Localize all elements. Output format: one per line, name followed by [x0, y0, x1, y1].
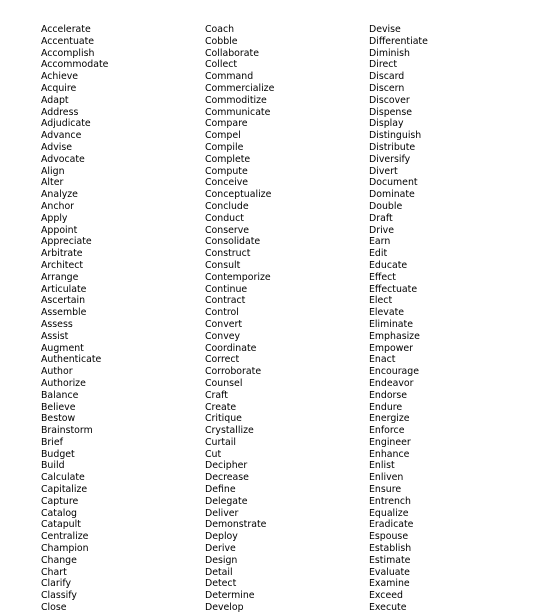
word-item: Continue	[205, 283, 248, 295]
word-item: Espouse	[369, 531, 409, 543]
word-item: Deploy	[205, 531, 238, 543]
word-item: Coach	[205, 24, 235, 35]
word-item: Champion	[41, 543, 89, 555]
word-item: Articulate	[41, 283, 87, 295]
word-item: Collaborate	[205, 47, 259, 59]
word-item: Delegate	[205, 495, 248, 507]
word-item: Engineer	[369, 436, 411, 448]
word-item: Cut	[205, 448, 222, 460]
word-item: Compare	[205, 118, 248, 130]
word-column-1	[41, 24, 108, 612]
word-item: Adapt	[41, 94, 69, 106]
word-item: Consolidate	[205, 236, 261, 248]
word-item: Ensure	[369, 484, 402, 496]
word-item: Distinguish	[369, 130, 422, 142]
word-item: Build	[41, 460, 65, 472]
word-item: Derive	[205, 543, 236, 555]
word-item: Augment	[41, 342, 84, 354]
word-item: Calculate	[41, 472, 85, 484]
word-item: Authenticate	[41, 354, 102, 366]
word-item: Accommodate	[41, 59, 109, 71]
word-item: Diversify	[369, 153, 411, 165]
word-item: Entrench	[369, 495, 411, 507]
word-item: Estimate	[369, 554, 411, 566]
word-item: Compel	[205, 130, 241, 142]
word-item: Commercialize	[205, 82, 275, 94]
word-item: Endure	[369, 401, 403, 413]
word-item: Craft	[205, 389, 228, 401]
word-item: Enlist	[369, 460, 395, 472]
word-item: Anchor	[41, 200, 75, 212]
word-item: Execute	[369, 602, 407, 612]
word-item: Advocate	[41, 153, 85, 165]
word-item: Conserve	[205, 224, 250, 236]
word-item: Author	[41, 366, 73, 378]
word-item: Direct	[369, 59, 398, 71]
word-item: Decrease	[205, 472, 249, 484]
word-item: Dominate	[369, 189, 415, 201]
word-item: Enforce	[369, 425, 405, 437]
word-item: Endorse	[369, 389, 408, 401]
word-item: Create	[205, 401, 237, 413]
word-item: Empower	[369, 342, 414, 354]
word-item: Authorize	[41, 377, 86, 389]
word-item: Capitalize	[41, 484, 88, 496]
word-item: Differentiate	[369, 35, 428, 47]
word-item: Display	[369, 118, 404, 130]
word-item: Arrange	[41, 271, 79, 283]
word-item: Devise	[369, 24, 401, 35]
word-item: Earn	[369, 236, 391, 248]
word-item: Encourage	[369, 366, 420, 378]
word-item: Architect	[41, 259, 84, 271]
word-item: Accelerate	[41, 24, 91, 35]
word-item: Accomplish	[41, 47, 95, 59]
word-column-3	[369, 24, 428, 612]
word-item: Elevate	[369, 307, 405, 319]
word-item: Apply	[41, 212, 68, 224]
word-item: Critique	[205, 413, 242, 425]
word-item: Change	[41, 554, 77, 566]
word-item: Command	[205, 71, 254, 83]
word-item: Examine	[369, 578, 410, 590]
word-item: Conclude	[205, 200, 249, 212]
word-item: Achieve	[41, 71, 79, 83]
word-item: Convey	[205, 330, 241, 342]
word-item: Contract	[205, 295, 246, 307]
word-item: Chart	[41, 566, 67, 578]
word-item: Dispense	[369, 106, 413, 118]
word-item: Control	[205, 307, 239, 319]
word-item: Catalog	[41, 507, 78, 519]
word-item: Advise	[41, 141, 73, 153]
word-item: Detect	[205, 578, 237, 590]
word-item: Assist	[41, 330, 69, 342]
word-item: Commoditize	[205, 94, 267, 106]
word-item: Diminish	[369, 47, 410, 59]
word-item: Discard	[369, 71, 405, 83]
word-item: Align	[41, 165, 65, 177]
word-item: Design	[205, 554, 238, 566]
word-item: Assemble	[41, 307, 87, 319]
word-item: Accentuate	[41, 35, 95, 47]
word-item: Effectuate	[369, 283, 418, 295]
word-item: Assess	[41, 318, 73, 330]
word-item: Believe	[41, 401, 76, 413]
word-item: Endeavor	[369, 377, 414, 389]
word-item: Coordinate	[205, 342, 257, 354]
word-item: Brief	[41, 436, 63, 448]
word-item: Conduct	[205, 212, 244, 224]
word-item: Clarify	[41, 578, 72, 590]
word-item: Compute	[205, 165, 248, 177]
word-item: Cobble	[205, 35, 238, 47]
word-item: Establish	[369, 543, 412, 555]
word-item: Conceive	[205, 177, 249, 189]
word-item: Alter	[41, 177, 64, 189]
word-item: Conceptualize	[205, 189, 272, 201]
word-item: Enliven	[369, 472, 404, 484]
word-item: Close	[41, 602, 67, 612]
word-item: Discern	[369, 82, 405, 94]
word-item: Balance	[41, 389, 79, 401]
word-item: Emphasize	[369, 330, 420, 342]
word-item: Communicate	[205, 106, 271, 118]
word-item: Appoint	[41, 224, 78, 236]
word-item: Enact	[369, 354, 396, 366]
word-item: Arbitrate	[41, 248, 83, 260]
word-item: Construct	[205, 248, 251, 260]
word-item: Catapult	[41, 519, 81, 531]
word-item: Counsel	[205, 377, 243, 389]
word-item: Corroborate	[205, 366, 262, 378]
word-item: Discover	[369, 94, 410, 106]
word-column-2	[205, 24, 274, 612]
word-item: Address	[41, 106, 79, 118]
word-item: Consult	[205, 259, 241, 271]
word-item: Drive	[369, 224, 394, 236]
word-item: Acquire	[41, 82, 77, 94]
word-item: Define	[205, 484, 236, 496]
word-item: Evaluate	[369, 566, 410, 578]
word-item: Determine	[205, 590, 255, 602]
word-item: Curtail	[205, 436, 236, 448]
word-item: Analyze	[41, 189, 78, 201]
word-item: Budget	[41, 448, 75, 460]
word-item: Decipher	[205, 460, 248, 472]
word-item: Centralize	[41, 531, 89, 543]
word-item: Divert	[369, 165, 398, 177]
word-item: Distribute	[369, 141, 416, 153]
word-item: Ascertain	[41, 295, 86, 307]
word-item: Effect	[369, 271, 396, 283]
word-item: Equalize	[369, 507, 409, 519]
word-item: Capture	[41, 495, 79, 507]
word-item: Document	[369, 177, 418, 189]
word-item: Crystallize	[205, 425, 254, 437]
word-item: Educate	[369, 259, 408, 271]
word-item: Eradicate	[369, 519, 414, 531]
word-item: Edit	[369, 248, 388, 260]
word-item: Compile	[205, 141, 244, 153]
word-item: Bestow	[41, 413, 76, 425]
word-item: Brainstorm	[41, 425, 93, 437]
word-item: Adjudicate	[41, 118, 91, 130]
word-item: Appreciate	[41, 236, 92, 248]
word-item: Deliver	[205, 507, 239, 519]
word-item: Contemporize	[205, 271, 271, 283]
word-item: Elect	[369, 295, 393, 307]
word-item: Complete	[205, 153, 251, 165]
word-item: Enhance	[369, 448, 410, 460]
word-item: Energize	[369, 413, 410, 425]
word-item: Exceed	[369, 590, 403, 602]
word-item: Correct	[205, 354, 240, 366]
word-item: Demonstrate	[205, 519, 267, 531]
word-item: Classify	[41, 590, 77, 602]
word-item: Collect	[205, 59, 238, 71]
word-item: Detail	[205, 566, 233, 578]
word-item: Draft	[369, 212, 393, 224]
word-item: Double	[369, 200, 403, 212]
word-item: Eliminate	[369, 318, 414, 330]
word-item: Advance	[41, 130, 82, 142]
word-item: Develop	[205, 602, 244, 612]
word-item: Convert	[205, 318, 243, 330]
